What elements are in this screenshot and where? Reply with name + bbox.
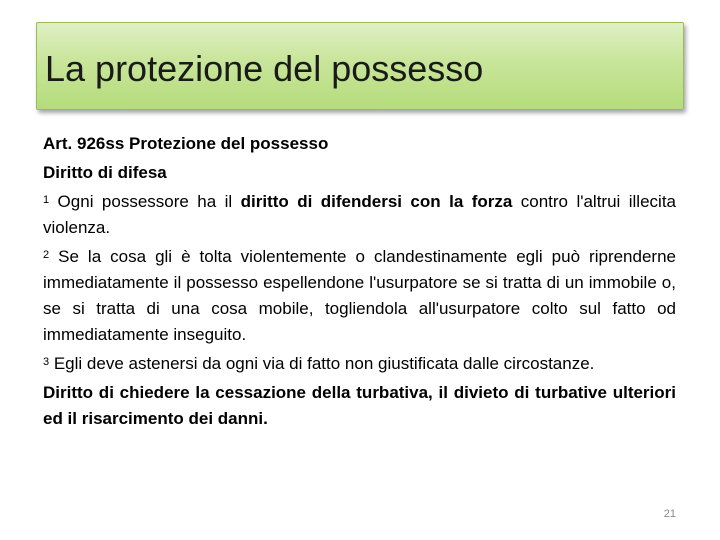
paragraph-1-bold: diritto di difendersi con la forza bbox=[240, 192, 513, 211]
section-heading: Diritto di difesa bbox=[43, 163, 167, 182]
paragraph-3-number: 3 bbox=[43, 356, 50, 368]
paragraph-1-pre: Ogni possessore ha il bbox=[49, 192, 241, 211]
page-number: 21 bbox=[663, 508, 676, 520]
paragraph-1 bbox=[43, 189, 676, 241]
article-heading: Art. 926ss Protezione del possesso bbox=[43, 134, 329, 153]
paragraph-1-post: contro l'altrui illecita violenza. bbox=[43, 192, 676, 237]
paragraph-3 bbox=[43, 351, 676, 377]
slide-title: La protezione del possesso bbox=[45, 48, 484, 89]
paragraph-2-text: Se la cosa gli è tolta violentemente o clandestinamente egli può riprenderne immediatamente il possesso espellendone l'usurpatore se si tratta di un immobile o, se si tratta di una cosa mobile, togliendola all'usurpatore colto sul fatto od immediatamente inseguito. bbox=[43, 247, 676, 344]
paragraph-2-number: 2 bbox=[43, 249, 50, 261]
paragraph-3-text: Egli deve astenersi da ogni via di fatto non giustificata dalle circostanze. bbox=[49, 354, 595, 373]
closing-paragraph: Diritto di chiedere la cessazione della turbativa, il divieto di turbative ulteriori ed il risarcimento dei danni. bbox=[43, 383, 676, 428]
paragraph-2 bbox=[43, 244, 676, 348]
title-box bbox=[36, 22, 684, 110]
slide-content bbox=[43, 131, 676, 435]
paragraph-1-number: 1 bbox=[43, 194, 50, 206]
